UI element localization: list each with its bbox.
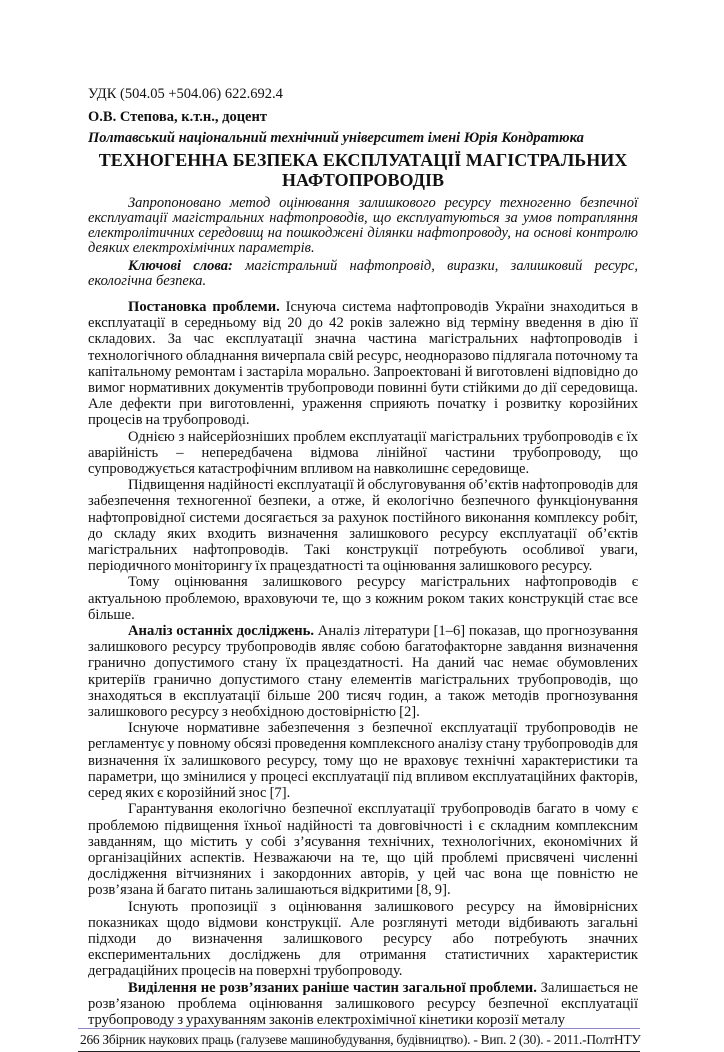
article-body bbox=[88, 299, 638, 1028]
keywords-label: Ключові слова: bbox=[128, 258, 233, 274]
university: Полтавський національний технічний університет імені Юрія Кондратюка bbox=[88, 130, 584, 146]
body-paragraph bbox=[88, 623, 638, 720]
paragraph-text: Існують пропозиції з оцінювання залишкового ресурсу на ймовірнісних показниках щодо відмови конструкції. Але розглянуті методи відбивають загальні підходи до визначення залишкового ресурсу або потребують значних експериментальних досліджень для отримання статистичних характеристик деградаційних процесів на поверхні трубопроводу. bbox=[88, 898, 638, 980]
paragraph-text: Існуюче нормативне забезпечення з безпечної експлуатації трубопроводів не регламентує у повному обсязі проведення комплексного аналізу стану трубопроводів для визначення їх залишкового ресурсу, тому що не враховує технічні характеристики та параметри, що змінилися у процесі експлуатації під впливом експлуатаційних факторів, серед яких є корозійний знос [7]. bbox=[88, 720, 638, 802]
body-paragraph bbox=[88, 720, 638, 801]
paragraph-text: Тому оцінювання залишкового ресурсу магістральних нафтопроводів є актуальною проблемою, враховуючи те, що з кожним роком таких конструкцій стає все більше. bbox=[88, 574, 638, 623]
paragraph-text: Існуюча система нафтопроводів України знаходиться в експлуатації в середньому від 20 до 42 років залежно від терміну введення в дію її складових. За час експлуатації значна частина магістральних нафтопроводів і технологічного обладнання вичерпала свій ресурс, неодноразово підлягала поточному та капітальному ремонтам і застаріла морально. Запроектовані й виготовлені відповідно до вимог нормативних документів трубопроводи повинні бути стійкими до дії середовища. Але дефекти при виготовленні, ураження сприяють початку і розвитку корозійних процесів на трубопроводі. bbox=[88, 299, 638, 429]
body-paragraph bbox=[88, 574, 638, 623]
document-page bbox=[88, 86, 638, 1028]
section-heading: Постановка проблеми. bbox=[128, 299, 280, 315]
paragraph-text: Гарантування екологічно безпечної експлуатації трубопроводів багато в чому є проблемою підвищення їхньої надійності та довговічності і є складним комплексним завданням, що містить у собі з’ясування технічних, технологічних, економічних й організаційних аспектів. Незважаючи на те, що цій проблемі присвячені численні дослідження вітчизняних і закордонних авторів, у цей час вона ще повністю не розв’язана й багато питань залишаються відкритими [8, 9]. bbox=[88, 801, 638, 899]
author: О.В. Степова, к.т.н., доцент bbox=[88, 109, 267, 125]
section-heading: Аналіз останніх досліджень. bbox=[128, 623, 315, 640]
page-footer: 266 Збірник наукових праць (галузеве машинобудування, будівництво). - Вип. 2 (30). - 2011.-ПолтНТУ bbox=[78, 1028, 640, 1052]
keywords-text: магістральний нафтопровід, виразки, залишковий ресурс, екологічна безпека. bbox=[88, 258, 638, 289]
paragraph-text: Підвищення надійності експлуатації й обслуговування об’єктів нафтопроводів для забезпечення техногенної безпеки, а отже, й екологічно безпечного функціонування нафтопровідної системи досягається за рахунок постійного виконання комплексу робіт, до складу яких входить визначення залишкового ресурсу експлуатації об’єктів магістральних нафтопроводів. Такі конструкції потребують особливої уваги, періодичного моніторингу їх працездатності та оцінювання залишкового ресурсу. bbox=[88, 477, 638, 575]
body-paragraph bbox=[88, 801, 638, 898]
body-paragraph bbox=[88, 899, 638, 980]
article-title: ТЕХНОГЕННА БЕЗПЕКА ЕКСПЛУАТАЦІЇ МАГІСТРАЛЬНИХ НАФТОПРОВОДІВ bbox=[98, 150, 628, 190]
keywords bbox=[88, 259, 638, 289]
abstract: Запропоновано метод оцінювання залишкового ресурсу техногенно безпечної експлуатації магістральних нафтопроводів, що експлуатуються за умов потрапляння електролітичних середовищ на пошкоджені ділянки нафтопроводу, на основі контролю деяких електрохімічних параметрів. bbox=[88, 195, 638, 256]
paragraph-text: Залишається не розв’язаною проблема оцінювання залишкового ресурсу безпечної експлуатації трубопроводу з урахуванням законів електрохімічної кінетики корозії металу bbox=[88, 979, 638, 1028]
section-heading: Виділення не розв’язаних раніше частин загальної проблеми. bbox=[128, 979, 537, 996]
udk-code: УДК (504.05 +504.06) 622.692.4 bbox=[88, 86, 283, 102]
body-paragraph bbox=[88, 429, 638, 478]
paragraph-text: Однією з найсерйозніших проблем експлуатації магістральних трубопроводів є їх аварійність – непередбачена відмова лінійної частини трубопроводу, що супроводжується катастрофічним впливом на навколишнє середовище. bbox=[88, 428, 638, 478]
body-paragraph bbox=[88, 477, 638, 574]
body-paragraph bbox=[88, 980, 638, 1029]
paragraph-text: Аналіз літератури [1–6] показав, що прогнозування залишкового ресурсу трубопроводів являє собою багатофакторне завдання визначення гранично допустимого стану їх працездатності. На даний час немає обумовлених критеріїв гранично допустимого стану елементів магістральних трубопроводів, що знаходяться в експлуатації більше 200 тисяч годин, а також методів прогнозування залишкового ресурсу з необхідною достовірністю [2]. bbox=[88, 623, 638, 721]
body-paragraph bbox=[88, 299, 638, 429]
